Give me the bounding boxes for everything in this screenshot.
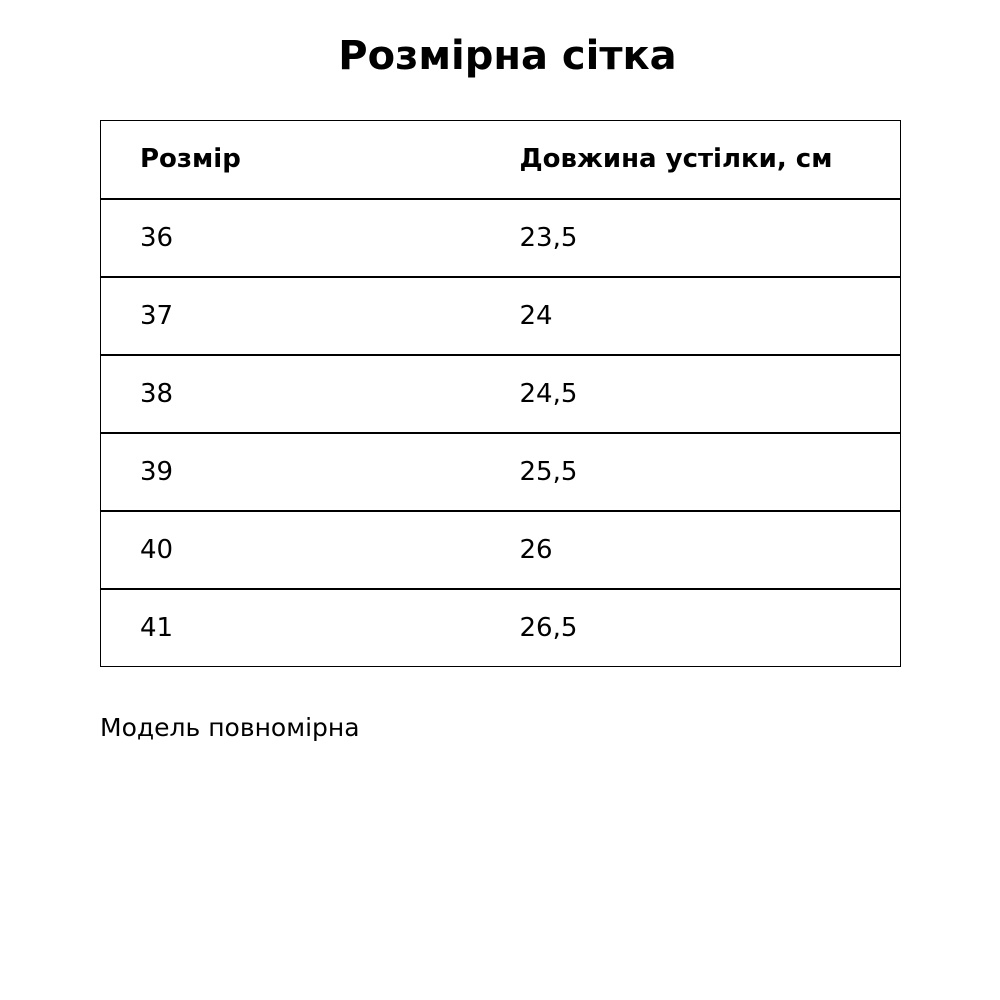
page-title: Розмірна сітка [338,33,677,79]
cell-size: 37 [101,277,481,355]
size-chart-table [100,120,901,667]
table-row [101,589,901,667]
table-row [101,433,901,511]
cell-size: 41 [101,589,481,667]
table-row [101,511,901,589]
cell-size: 36 [101,199,481,277]
cell-size: 39 [101,433,481,511]
table-row [101,277,901,355]
cell-size: 40 [101,511,481,589]
cell-insole-length: 23,5 [481,199,901,277]
cell-insole-length: 24,5 [481,355,901,433]
table-header-row [101,121,901,199]
table-row [101,199,901,277]
fit-note: Модель повномірна [100,713,360,742]
column-header-insole-length: Довжина устілки, см [481,121,901,199]
cell-insole-length: 26 [481,511,901,589]
table-row [101,355,901,433]
column-header-size: Розмір [101,121,481,199]
cell-insole-length: 25,5 [481,433,901,511]
cell-size: 38 [101,355,481,433]
cell-insole-length: 26,5 [481,589,901,667]
cell-insole-length: 24 [481,277,901,355]
